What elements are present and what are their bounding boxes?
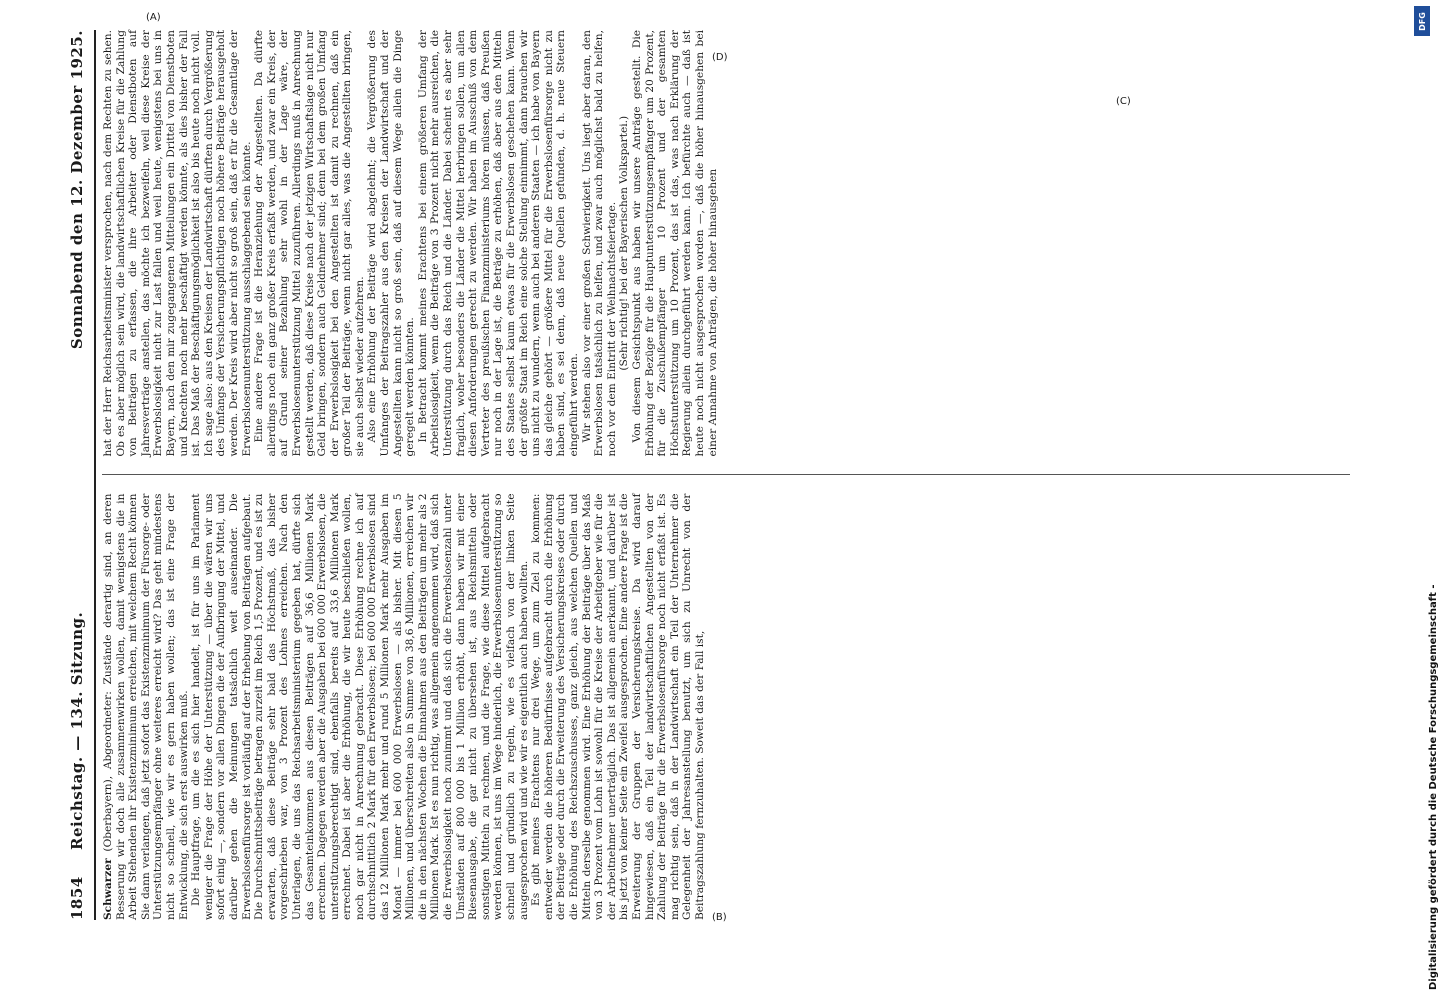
margin-marker-d: (D) bbox=[712, 52, 728, 63]
margin-marker-a: (A) bbox=[146, 12, 161, 23]
left-paragraph-1 bbox=[102, 494, 190, 921]
session-date: Sonnabend den 12. Dezember 1925. bbox=[68, 30, 86, 350]
dfg-logo: DFG bbox=[1414, 6, 1430, 36]
speaker-name: Schwarzer bbox=[102, 858, 114, 920]
right-paragraph-2: Eine andere Frage ist die Heranziehung der Angestellten. Da dürfte allerdings noch ein ganz großer Kreis erfaßt werden, und zwar ein Kreis, der auf Grund seiner Bezahlung sehr wohl in der Lage wäre, der Erwerbslosenunterstützung Mittel zuzuführen. Allerdings muß in Anrechnung gestellt werden, daß diese Kreise nach der jetzigen Wirtschaftslage nicht nur Geld bringen, sondern auch Geldnehmer sind; denn bei dem großen Umfang der Erwerbslosigkeit bei den Angestellten ist damit zu rechnen, daß ein großer Teil der Beiträge, wenn nicht gar alles, was die Angestellten bringen, sie auch selbst wieder aufzehren. bbox=[253, 30, 366, 457]
left-paragraph-3: Es gibt meines Erachtens nur drei Wege, um zum Ziel zu kommen: entweder werden die höheren Bedürfnisse aufgebracht durch die Erhöhung der Beiträge oder durch die Erweiterung des Versicherungskreises oder durch die Erhöhung des Reichszuschusses, ganz gleich, aus welchen Quellen und Mitteln derselbe genommen wird. Eine Erhöhung der Beiträge über das Maß von 3 Prozent vom Lohn ist sowohl für die Kreise der Arbeitgeber wie für die der Arbeitnehmer unerträglich. Das ist allgemein anerkannt, und darüber ist bis jetzt von keiner Seite ein Zweifel ausgesprochen. Eine andere Frage ist die Erweiterung der Gruppen der Versicherungskreise. Da wird darauf hingewiesen, daß ein Teil der landwirtschaftlichen Angestellten von der Zahlung der Beiträge für die Erwerbslosenfürsorge noch nicht erfaßt ist. Es mag richtig sein, daß in der Landwirtschaft ein Teil der Unternehmer die Gelegenheit der Jahresanstellung benutzt, um sich zu Unrecht von der Beitragszahlung fernzuhalten. Soweit das der Fall ist, bbox=[530, 493, 706, 920]
session-title: Reichstag. — 134. Sitzung. bbox=[68, 611, 86, 850]
page-header bbox=[60, 30, 94, 920]
right-paragraph-6: Von diesem Gesichtspunkt aus haben wir unsere Anträge gestellt. Die Erhöhung der Bezüge für die Hauptunterstützungsempfänger um 20 Prozent, für die Zuschußempfänger um 10 Prozent und der gesamten Höchstunterstützung um 10 Prozent, das ist das, was nach Erklärung der Regierung allein durchgeführt werden kann. Ich befürchte auch — daß ist heute noch nicht ausgesprochen worden —, daß die höher hinausgehen bei einer Annahme von Anträgen, die höher hinausgehen bbox=[630, 30, 719, 457]
right-column bbox=[102, 30, 1350, 457]
right-paragraph-3: Also eine Erhöhung der Beiträge wird abgelehnt; die Vergrößerung des Umfanges der Beitragszahler aus den Kreisen der Landwirtschaft und der Angestellten kann nicht so groß sein, daß auf diesem Wege allein die Dinge geregelt werden könnten. bbox=[366, 30, 417, 457]
left-paragraph-2: Die Hauptfrage, um die es sich hier handelt, ist für uns im Parlament weniger die Frage der Höhe der Unterstützung — über die wären wir uns sofort einig —, sondern vor allen Dingen die der Aufbringung der Mittel, und darüber gehen die Meinungen tatsächlich weit auseinander. Die Erwerbslosenfürsorge ist vorläufig auf der Erhebung von Beiträgen aufgebaut. Die Durchschnittsbeiträge betragen zurzeit im Reich 1,5 Prozent, und es ist zu erwarten, daß diese Beiträge sehr bald das Höchstmaß, das bisher vorgeschrieben war, von 3 Prozent des Lohnes erreichen. Nach den Unterlagen, die uns das Reichsarbeitsministerium gegeben hat, dürfte sich das Gesamteinkommen aus diesen Beiträgen auf 36,6 Millionen Mark errechnen. Dagegen werden aber die Ausgaben bei 600 000 Erwerbslosen, die unterstützungsberechtigt sind, ebenfalls bereits auf 33,6 Millionen Mark errechnet. Dabei ist aber die Erhöhung, die wir heute beschließen wollen, noch gar nicht in Anrechnung gebracht. Diese Erhöhung rechne ich auf durchschnittlich 2 Mark für den Erwerbslosen; bei 600 000 Erwerbslosen sind das 12 Millionen Mark mehr und rund 5 Millionen Mark mehr Ausgaben im Monat — immer bei 600 000 Erwerbslosen — als bisher. Mit diesen 5 Millionen, und überschreiten also in Summe von 38,6 Millionen, erreichen wir die in den nächsten Wochen die Einnahmen aus den Beiträgen um mehr als 2 Millionen Mark. Ist es nun richtig, was allgemein angenommen wird, daß sich die Erwerbslosigkeit noch zunimmt und daß sich die Erwerbslosenzahl unter Umständen auf 800 000 bis 1 Million erhöht, dann haben wir mit einer Riesenausgabe, die gar nicht zu übersehen ist, aus Reichsmitteln oder sonstigen Mitteln zu rechnen, und die Frage, wie diese Mittel aufgebracht werden können, ist uns im Wege hinderlich, die Erwerbslosenunterstützung so schnell und gründlich zu regeln, wie es vielfach von der linken Seite ausgesprochen wird und wie wir es eigentlich auch haben wollten. bbox=[190, 493, 530, 920]
left-column bbox=[102, 494, 1350, 921]
right-paragraph-5: Wir stehen also vor einer großen Schwierigkeit. Uns liegt aber daran, den Erwerbslosen tatsächlich zu helfen, und zwar auch möglichst bald zu helfen, noch vor dem Eintritt der Weihnachtsfeiertage. bbox=[580, 30, 618, 457]
digitization-sidebar bbox=[1404, 0, 1439, 1000]
rotated-document-page bbox=[60, 20, 1360, 940]
header-rule bbox=[94, 30, 96, 920]
right-paragraph-4: In Betracht kommt meines Erachtens bei einem größeren Umfang der Arbeitslosigkeit, wenn die Beiträge von 3 Prozent nicht mehr ausreichen, die Unterstützung durch das Reich und die Länder. Dabei scheint es aber sehr fraglich, woher besonders die Länder die Mittel herbringen sollen, um allen diesen Anforderungen gerecht zu werden. Wir haben im Ausschuß von dem Vertreter des preußischen Finanzministeriums hören müssen, daß Preußen nur noch in der Lage ist, die Beträge zu erhöhen, daß aber aus den Mitteln des Staates selbst kaum etwas für die Erwerbslosen geschehen kann. Wenn der größte Staat im Reich eine solche Stellung einnimmt, dann brauchen wir uns nicht zu wundern, wenn auch bei anderen Staaten — ich habe von Bayern das gleiche gehört — größere Mittel für die Erwerbslosenfürsorge nicht zu haben sind, es sei denn, daß neue Quellen gefunden, d. h. neue Steuern eingeführt werden. bbox=[416, 30, 580, 457]
right-paragraph-1: hat der Herr Reichsarbeitsminister versprochen, nach dem Rechten zu sehen. Ob es aber möglich sein wird, die landwirtschaftlichen Kreise für die Zahlung von Beiträgen zu erfassen, die ihre Arbeiter oder Dienstboten auf Jahresverträge anstellen, das möchte ich bezweifeln, weil diese Kreise der Erwerbslosigkeit nicht zur Last fallen und weil heute, wenigstens bei uns in Bayern, nach den mir zugegangenen Mitteilungen ein Drittel von Dienstboten und Knechten noch mehr beschäftigt werden könnte, als dies bisher der Fall ist. Das Maß der Beschäftigungsmöglichkeit ist also bis heute noch nicht voll. Ich sage also: aus den Kreisen der Landwirtschaft dürften durch Vergrößerung des Umfangs der Versicherungspflichtigen noch höhere Beiträge herausgeholt werden. Der Kreis wird aber nicht so groß sein, daß er für die Gesamtlage der Erwerbslosenunterstützung ausschlaggebend sein könnte. bbox=[102, 30, 253, 457]
interjection: (Sehr richtig! bei der Bayerischen Volkspartei.) bbox=[618, 115, 631, 371]
speaker-note: (Oberbayern), Abgeordneter: bbox=[102, 691, 114, 852]
margin-marker-c: (C) bbox=[1116, 96, 1131, 107]
page-number: 1854 bbox=[68, 876, 86, 920]
left-paragraph-1-text: Zustände derartig sind, an deren Besserung wir doch alle zusammenwirken wollen, damit wenigstens die in Arbeit Stehenden ihr Existenzminimum erreichen, mit welchem Recht können Sie dann verlangen, daß jetzt sofort das Existenzminimum der Fürsorge- oder Unterstützungsempfänger ohne weiteres erreicht wird? Das geht mindestens nicht so schnell, wie wir es gern haben wollen; das ist eine Frage der Entwicklung, die sich erst auswirken muß. bbox=[102, 493, 190, 920]
text-columns bbox=[102, 30, 1350, 920]
column-divider bbox=[102, 475, 1350, 476]
funding-note: Digitalisierung gefördert durch die Deutsche Forschungsgemeinschaft - bbox=[1428, 584, 1439, 990]
margin-marker-b: (B) bbox=[712, 912, 727, 923]
